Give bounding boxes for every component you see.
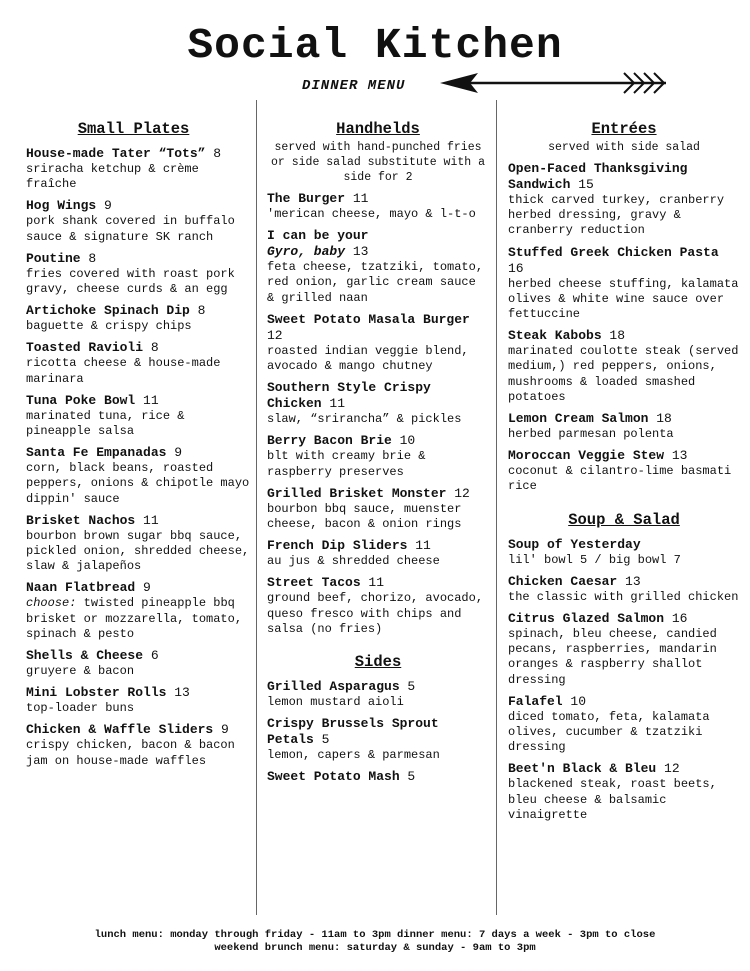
- menu-item-name: The Burger 11: [267, 191, 369, 206]
- menu-item-price: 5: [399, 769, 416, 785]
- menu-item-price: 9: [96, 198, 112, 214]
- menu-item-price: 11: [360, 575, 385, 591]
- menu-item-price: 11: [345, 191, 369, 206]
- menu-item-description: bourbon brown sugar bbq sauce, pickled onion, shredded cheese, slaw & jalapeños: [26, 528, 250, 574]
- menu-item: [508, 448, 740, 494]
- menu-item-description: top-loader buns: [26, 701, 135, 716]
- menu-item-description: roasted indian veggie blend, avocado & mango chutney: [267, 343, 469, 374]
- menu-item-price: 8: [205, 146, 222, 161]
- menu-item-price: 15: [570, 177, 594, 192]
- menu-item-price: 9: [135, 580, 151, 596]
- section-title: Sides: [354, 653, 402, 672]
- menu-item: [508, 611, 740, 688]
- footer-brunch: weekend brunch menu: saturday & sunday - 9am to 3pm: [214, 942, 536, 954]
- menu-item-name: Steak Kabobs 18: [508, 328, 626, 344]
- menu-item-price: 5: [313, 732, 330, 748]
- menu-item: [26, 445, 251, 507]
- section-note: served with hand-punched fries or side salad substitute with a side for 2: [271, 141, 485, 184]
- menu-item-name: Falafel 10: [508, 693, 587, 709]
- menu-item-name: Shells & Cheese 6: [26, 648, 159, 664]
- arrow-icon: [438, 70, 673, 96]
- menu-item-description: ground beef, chorizo, avocado, queso fresco with chips and salsa (no fries): [267, 591, 484, 636]
- menu-item: [508, 694, 740, 756]
- menu-item-name: Tuna Poke Bowl 11: [26, 392, 159, 408]
- menu-item-name: Berry Bacon Brie 10: [267, 433, 416, 449]
- column-divider: [496, 100, 497, 915]
- menu-item-description: lemon mustard aioli: [267, 695, 404, 710]
- menu-item-name: Grilled Asparagus 5: [267, 679, 416, 695]
- menu-item-name: French Dip Sliders 11: [267, 538, 431, 554]
- menu-item-price: 13: [166, 685, 190, 701]
- menu-item-name: Mini Lobster Rolls 13: [26, 685, 190, 701]
- menu-item-name-italic: Gyro, baby: [267, 244, 346, 260]
- footer-hours: lunch menu: monday through friday - 11am to 3pm dinner menu: 7 days a week - 3pm to close: [94, 929, 656, 941]
- menu-item-name: House-made Tater “Tots” 8: [26, 146, 222, 161]
- menu-item-price: 11: [407, 538, 431, 554]
- menu-item-price: 8: [80, 250, 97, 266]
- menu-item-description: corn, black beans, roasted peppers, onions & chipotle mayo dippin' sauce: [26, 461, 250, 506]
- menu-item-price: 18: [648, 411, 672, 427]
- menu-item: [26, 146, 251, 192]
- menu-item-description: diced tomato, feta, kalamata olives, cucumber & tzatziki dressing: [508, 709, 710, 755]
- menu-item-name: Street Tacos 11: [267, 575, 385, 591]
- menu-subtitle: DINNER MENU: [302, 78, 406, 94]
- menu-item: [26, 685, 251, 716]
- menu-item-name: Chicken Caesar 13: [508, 573, 641, 589]
- menu-item-price: 18: [601, 328, 626, 344]
- menu-item-name: Hog Wings 9: [26, 198, 112, 214]
- menu-item-description: thick carved turkey, cranberry herbed dressing, gravy & cranberry reduction: [508, 193, 725, 238]
- menu-item: [26, 251, 251, 297]
- handhelds-section: [267, 120, 489, 791]
- menu-item-description: 'merican cheese, mayo & l-t-o: [267, 207, 476, 221]
- menu-item-description: choose: twisted pineapple bbq brisket or mozzarella, tomato, spinach & pesto: [26, 596, 243, 641]
- menu-item-description: spinach, bleu cheese, candied pecans, raspberries, mandarin oranges & raspberry shallot dressing: [508, 627, 717, 687]
- menu-item: [26, 580, 251, 642]
- menu-item-description: herbed parmesan polenta: [508, 427, 674, 442]
- menu-item: [508, 761, 740, 823]
- restaurant-title: Social Kitchen: [187, 21, 563, 70]
- menu-item-name: Crispy Brussels Sprout Petals 5: [267, 716, 439, 748]
- menu-item: [26, 648, 251, 679]
- menu-item: [508, 574, 740, 605]
- menu-item-description: lemon, capers & parmesan: [267, 748, 440, 763]
- menu-item-description: ricotta cheese & house-made marinara: [26, 356, 221, 386]
- menu-item: [508, 328, 740, 405]
- menu-item: [267, 679, 489, 710]
- menu-item: [267, 228, 489, 306]
- menu-item-price: 16: [508, 260, 524, 276]
- menu-item-price: 13: [617, 573, 641, 589]
- menu-item: [267, 433, 489, 479]
- menu-item: [508, 411, 740, 442]
- menu-item-description: fries covered with roast pork gravy, cheese curds & an egg: [26, 266, 235, 297]
- menu-item-description: bourbon bbq sauce, muenster cheese, bacon & onion rings: [267, 501, 462, 532]
- menu-item-name: Open-Faced Thanksgiving Sandwich 15: [508, 161, 688, 192]
- menu-item: [267, 538, 489, 569]
- menu-item-name: Santa Fe Empanadas 9: [26, 445, 183, 461]
- menu-item: [267, 380, 489, 427]
- menu-item-description: marinated coulotte steak (served medium,) red peppers, onions, mushrooms & loaded smashed potatoes: [508, 344, 739, 404]
- menu-item-price: 5: [399, 679, 416, 695]
- menu-item: [26, 340, 251, 386]
- menu-item-price: 13: [664, 448, 688, 464]
- menu-item-description: sriracha ketchup & crème fraîche: [26, 162, 199, 192]
- menu-item-name: Sweet Potato Masala Burger 12: [267, 311, 470, 343]
- menu-item-description: marinated tuna, rice & pineapple salsa: [26, 408, 185, 439]
- menu-item-name: Chicken & Waffle Sliders 9: [26, 722, 229, 738]
- menu-item-description: blt with creamy brie & raspberry preserves: [267, 449, 426, 479]
- menu-item-description: baguette & crispy chips: [26, 319, 192, 334]
- menu-item-description: pork shank covered in buffalo sauce & signature SK ranch: [26, 214, 235, 244]
- menu-item-name: Artichoke Spinach Dip 8: [26, 303, 206, 319]
- section-title: Entrées: [591, 120, 657, 138]
- menu-item-name: Naan Flatbread 9: [26, 580, 151, 596]
- menu-item-description: feta cheese, tzatziki, tomato, red onion, garlic cream sauce & grilled naan: [267, 260, 484, 305]
- menu-item-price: 12: [446, 485, 470, 501]
- menu-item-name: Sweet Potato Mash 5: [267, 769, 416, 785]
- menu-item-price: 8: [189, 303, 206, 319]
- menu-item-description: lil' bowl 5 / big bowl 7: [508, 552, 681, 567]
- menu-item-price: 11: [135, 392, 159, 408]
- menu-item: [267, 191, 489, 222]
- menu-item-description-prefix: choose:: [26, 596, 77, 611]
- menu-item: [26, 198, 251, 244]
- menu-item-name: Beet'n Black & Bleu 12: [508, 761, 680, 777]
- section-note: served with side salad: [548, 141, 700, 154]
- menu-item-price: 11: [321, 396, 346, 412]
- menu-item-price: 12: [267, 327, 283, 343]
- menu-item-price: 6: [143, 648, 159, 664]
- menu-item-price: 9: [166, 445, 183, 461]
- menu-item-description: slaw, “srirancha” & pickles: [267, 412, 462, 427]
- menu-item-price: 8: [143, 340, 159, 356]
- menu-item-name: Lemon Cream Salmon 18: [508, 411, 672, 427]
- menu-item-name: Moroccan Veggie Stew 13: [508, 448, 688, 464]
- menu-item-description: the classic with grilled chicken: [508, 589, 739, 604]
- menu-item-name: Soup of Yesterday: [508, 536, 641, 552]
- menu-item: [508, 537, 740, 568]
- menu-item: [26, 393, 251, 439]
- entrees-section: [508, 120, 740, 829]
- menu-item-name: Southern Style Crispy Chicken 11: [267, 380, 431, 412]
- menu-item: [26, 303, 251, 334]
- menu-item: [26, 513, 251, 575]
- menu-item-description: crispy chicken, bacon & bacon jam on house-made waffles: [26, 738, 235, 768]
- menu-item: [508, 161, 740, 239]
- menu-item-name: I can be your Gyro, baby 13: [267, 228, 369, 260]
- menu-item: [267, 769, 489, 785]
- menu-item-price: 12: [656, 761, 680, 777]
- menu-item-name: Toasted Ravioli 8: [26, 340, 159, 356]
- menu-item-name: Brisket Nachos 11: [26, 512, 159, 528]
- menu-item-name: Grilled Brisket Monster 12: [267, 485, 470, 501]
- menu-item: [267, 575, 489, 637]
- menu-item-price: 10: [391, 433, 416, 449]
- column-divider: [256, 100, 257, 915]
- menu-item-description: au jus & shredded cheese: [267, 554, 440, 569]
- section-title: Soup & Salad: [568, 510, 680, 529]
- menu-item-description: gruyere & bacon: [26, 664, 135, 679]
- menu-item-price: 11: [135, 512, 159, 528]
- menu-item-description: blackened steak, roast beets, bleu cheese & balsamic vinaigrette: [508, 777, 717, 822]
- menu-item-price: 13: [345, 244, 369, 260]
- menu-item: [267, 716, 489, 763]
- menu-item-name: Poutine 8: [26, 250, 97, 266]
- menu-item-name: Citrus Glazed Salmon 16: [508, 611, 688, 627]
- menu-item: [508, 245, 740, 323]
- menu-item-price: 9: [213, 722, 229, 738]
- section-title: Small Plates: [77, 120, 190, 138]
- small-plates-section: [26, 120, 251, 775]
- menu-item: [267, 486, 489, 532]
- menu-item-price: 16: [664, 611, 688, 627]
- menu-item-price: 10: [562, 693, 587, 709]
- menu-item-description: herbed cheese stuffing, kalamata olives & white wine sauce over fettuccine: [508, 276, 739, 322]
- menu-item: [267, 312, 489, 374]
- menu-item-name: Stuffed Greek Chicken Pasta 16: [508, 244, 719, 276]
- menu-item-description: coconut & cilantro-lime basmati rice: [508, 464, 732, 494]
- menu-item: [26, 722, 251, 768]
- section-title: Handhelds: [336, 120, 420, 138]
